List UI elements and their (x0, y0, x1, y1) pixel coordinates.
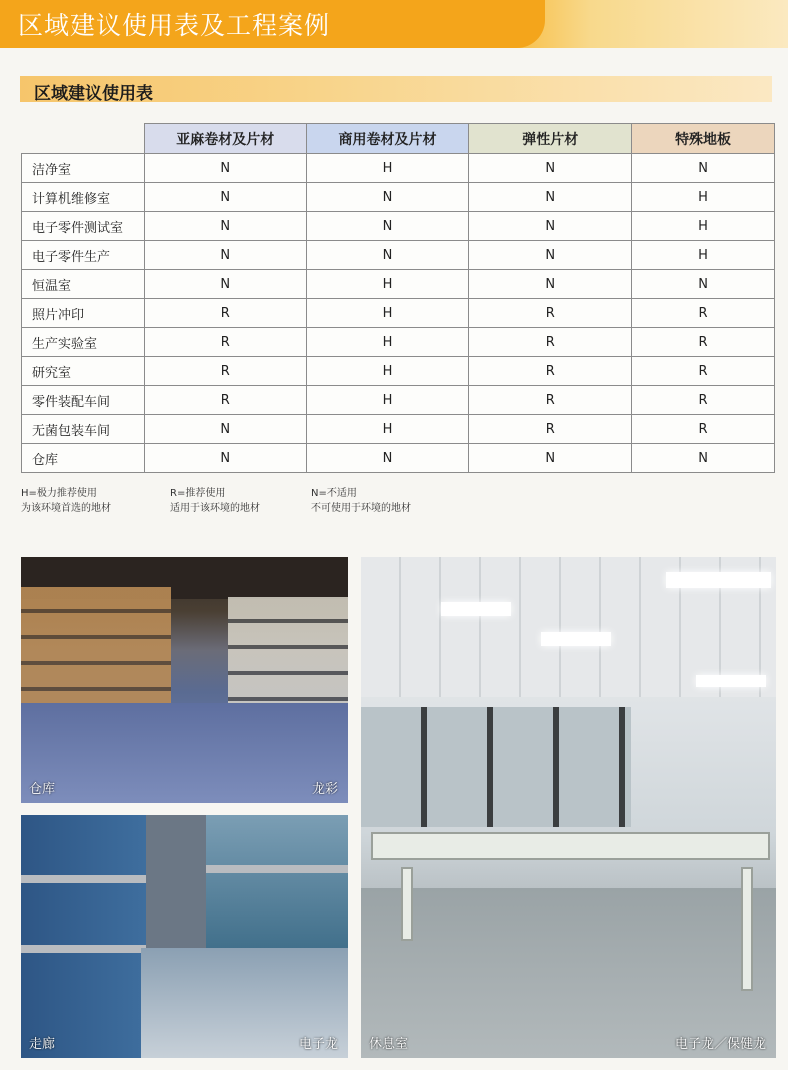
rating-cell: R (632, 299, 775, 328)
photo-wall-right (206, 815, 348, 965)
row-label: 恒温室 (22, 270, 145, 299)
column-header: 商用卷材及片材 (306, 124, 469, 154)
photo-ceiling-light (666, 572, 771, 588)
column-header: 弹性片材 (469, 124, 632, 154)
row-label: 研究室 (22, 357, 145, 386)
legend-item (170, 486, 260, 516)
legend-item (311, 486, 411, 516)
rating-cell: H (306, 328, 469, 357)
photo-location-caption: 走廊 (29, 1037, 56, 1052)
corridor-photo (21, 815, 348, 1058)
rating-cell: N (144, 241, 306, 270)
table-row (22, 270, 775, 299)
table-row (22, 241, 775, 270)
table-row (22, 357, 775, 386)
photo-window (361, 707, 631, 827)
table-row (22, 386, 775, 415)
row-label: 零件装配车间 (22, 386, 145, 415)
rating-cell: N (632, 154, 775, 183)
row-label: 计算机维修室 (22, 183, 145, 212)
rating-cell: N (306, 183, 469, 212)
rating-cell: H (306, 357, 469, 386)
table-row (22, 415, 775, 444)
rating-cell: R (469, 299, 632, 328)
column-header: 特殊地板 (632, 124, 775, 154)
rating-cell: N (469, 444, 632, 473)
rating-cell: R (469, 328, 632, 357)
photo-handrail (206, 865, 348, 873)
table-row (22, 328, 775, 357)
photo-ceiling-light (696, 675, 766, 687)
legend-desc: 为该环境首选的地材 (21, 503, 111, 514)
rating-cell: R (632, 357, 775, 386)
table-row (22, 212, 775, 241)
rating-cell: N (144, 183, 306, 212)
column-header: 亚麻卷材及片材 (144, 124, 306, 154)
rating-cell: H (306, 299, 469, 328)
table-row (22, 299, 775, 328)
rating-cell: R (632, 415, 775, 444)
rating-cell: R (144, 357, 306, 386)
rating-cell: N (144, 270, 306, 299)
rating-cell: N (469, 154, 632, 183)
rating-cell: R (469, 415, 632, 444)
legend-desc: 适用于该环境的地材 (170, 503, 260, 514)
usage-table (21, 123, 775, 473)
rating-cell: R (632, 386, 775, 415)
rating-cell: R (632, 328, 775, 357)
rating-cell: R (144, 328, 306, 357)
photo-workbench (371, 832, 770, 860)
rating-cell: N (469, 212, 632, 241)
rating-cell: N (144, 154, 306, 183)
rating-cell: N (632, 444, 775, 473)
photo-ceiling-light (541, 632, 611, 646)
row-label: 电子零件测试室 (22, 212, 145, 241)
lab-photo (361, 557, 776, 1058)
photo-bench-leg (401, 867, 413, 941)
rating-cell: R (469, 357, 632, 386)
rating-cell: N (469, 270, 632, 299)
rating-cell: N (306, 444, 469, 473)
photo-wall-left (21, 815, 151, 1058)
rating-cell: H (632, 212, 775, 241)
table-corner (22, 124, 145, 154)
rating-cell: R (469, 386, 632, 415)
rating-cell: N (144, 415, 306, 444)
rating-cell: H (632, 241, 775, 270)
row-label: 仓库 (22, 444, 145, 473)
rating-cell: N (469, 183, 632, 212)
legend-code: R=推荐使用 (170, 488, 226, 499)
rating-cell: H (632, 183, 775, 212)
table-body (22, 154, 775, 473)
legend-code: H=极力推荐使用 (21, 488, 97, 499)
table-row (22, 154, 775, 183)
photo-bench-leg (741, 867, 753, 991)
rating-cell: N (306, 212, 469, 241)
photo-product-caption: 电子龙／保健龙 (674, 1037, 766, 1052)
table-row (22, 444, 775, 473)
row-label: 电子零件生产 (22, 241, 145, 270)
photo-handrail (21, 945, 146, 953)
photo-handrail (21, 875, 146, 883)
warehouse-photo (21, 557, 348, 803)
rating-cell: R (144, 299, 306, 328)
row-label: 洁净室 (22, 154, 145, 183)
legend-code: N=不适用 (311, 488, 357, 499)
rating-cell: H (306, 154, 469, 183)
photo-product-caption: 龙彩 (311, 782, 338, 797)
rating-cell: H (306, 386, 469, 415)
photo-product-caption: 电子龙 (298, 1037, 338, 1052)
legend-desc: 不可使用于环境的地材 (311, 503, 411, 514)
row-label: 照片冲印 (22, 299, 145, 328)
photo-location-caption: 休息室 (369, 1037, 409, 1052)
rating-cell: H (306, 270, 469, 299)
rating-cell: N (144, 212, 306, 241)
photo-floor (21, 703, 348, 803)
rating-cell: N (632, 270, 775, 299)
rating-cell: H (306, 415, 469, 444)
photo-location-caption: 仓库 (29, 782, 56, 797)
table-header-row (22, 124, 775, 154)
rating-cell: N (144, 444, 306, 473)
row-label: 生产实验室 (22, 328, 145, 357)
row-label: 无菌包装车间 (22, 415, 145, 444)
rating-cell: N (306, 241, 469, 270)
table-row (22, 183, 775, 212)
section-title: 区域建议使用表 (34, 84, 153, 104)
rating-cell: R (144, 386, 306, 415)
rating-cell: N (469, 241, 632, 270)
legend-item (21, 486, 111, 516)
page-title: 区域建议使用表及工程案例 (18, 11, 331, 40)
photo-ceiling-light (441, 602, 511, 616)
